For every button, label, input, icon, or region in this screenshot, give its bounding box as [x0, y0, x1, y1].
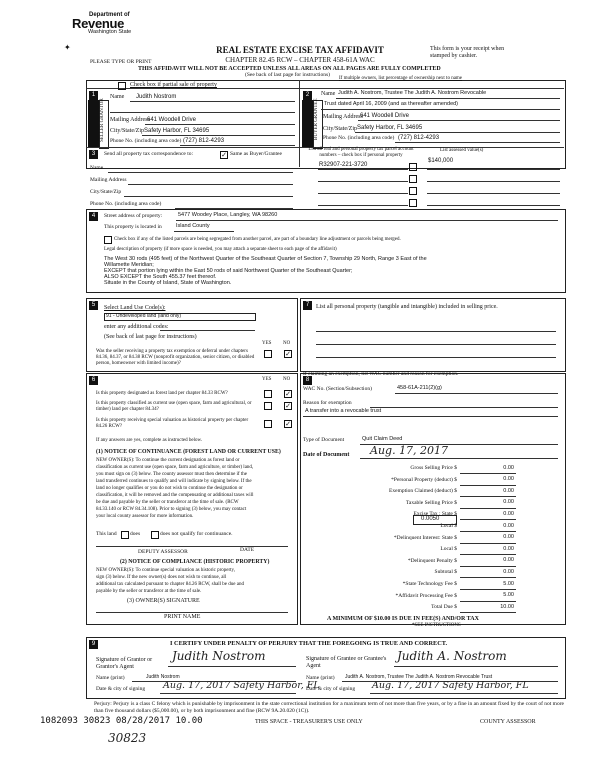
personal-prop-checkbox-4[interactable] [409, 199, 417, 207]
corr-csz-label: City/State/Zip [90, 189, 122, 195]
tax-row-value[interactable]: 0.00 [503, 510, 514, 517]
forest-yes-checkbox[interactable] [264, 390, 272, 398]
no-header-6: NO [283, 377, 291, 382]
legal-line-2[interactable]: Willamette Meridian; [104, 262, 154, 268]
historic-line-1: NEW OWNER(S): To continue special valuation as historic property, [96, 568, 235, 573]
segregated-label: Check box if any of the listed parcels are being segregated from another parcel, are part of a boundary line adjustment or parcels being merged. [114, 237, 401, 242]
tax-row-value[interactable]: 0.00 [503, 568, 514, 575]
street-value[interactable]: 5477 Woodey Place, Langley, WA 98260 [178, 212, 278, 218]
segregated-checkbox[interactable] [104, 236, 112, 244]
treasurer-use-label: THIS SPACE - TREASURER'S USE ONLY [255, 719, 363, 725]
legal-label: Legal description of property (if more space is needed, you may attach a separate sheet to each page of the affidavit) [104, 247, 337, 252]
section-7-number: 7 [303, 301, 312, 310]
corr-name-label: Name [90, 165, 104, 171]
exemption-claim-label: If claiming an exemption, list WAC number and reason for exemption. [303, 371, 459, 377]
section-5-number: 5 [89, 301, 98, 310]
multiple-owners-note: If multiple owners, list percentage of ownership next to name [339, 76, 463, 81]
see-back: (See back of last page for instructions) [245, 72, 330, 78]
continuance-line-3: you must sign on (3) below. The county assessor must then determine if the [96, 472, 247, 477]
does-checkbox[interactable] [121, 531, 129, 539]
historic-title: (2) NOTICE OF COMPLIANCE (HISTORIC PROPERTY) [120, 559, 270, 565]
grantee-date-city-label: Date & city of signing [306, 686, 356, 692]
tax-row-underline [460, 496, 516, 497]
grantor-date-city[interactable]: Aug. 17, 2017 Safety Harbor, FL [163, 680, 320, 691]
continuance-line-6: classification, it will be removed and the compensating or additional taxes will [96, 493, 254, 498]
legal-line-5[interactable]: Situate in the County of Island, State of Washington. [104, 280, 232, 286]
continuance-line-9: your local county assessor for more information. [96, 514, 194, 519]
grantee-sig-label: Signature of Grantee or Grantee's Agent [306, 656, 387, 669]
reason-value[interactable]: A transfer into a revocable trust [305, 408, 382, 414]
local-rate-value: 0.0050 [421, 516, 440, 522]
personal-property-label: List all personal property (tangible and intangible) included in selling price. [316, 304, 498, 310]
revenue-logo: Revenue [72, 16, 125, 31]
handwritten-number: 30823 [108, 731, 147, 745]
continuance-line-7: be due and payable by the seller or transferor at the time of sale. (RCW [96, 500, 239, 505]
section-2-number: 2 [303, 91, 312, 100]
tax-row-value[interactable]: 0.00 [503, 545, 514, 552]
tax-row-label: *Affidavit Processing Fee $ [395, 592, 457, 599]
historic-line-4: payable by the seller or transferor at the time of sale. [96, 589, 202, 594]
tax-row-label: Exemption Claimed (deduct) $ [389, 488, 457, 495]
wac-value[interactable]: 458-61A-211(2)(g) [397, 385, 442, 391]
seller-phone-label: Phone No. (including area code) [110, 138, 182, 144]
owner-signature-label: (3) OWNER(S) SIGNATURE [127, 598, 200, 604]
assessed-header: List assessed value(s) [440, 148, 484, 153]
this-land-label: This land [96, 531, 117, 537]
buyer-grantee-side-label: BUYER GRANTEE [314, 98, 319, 140]
date-doc-label: Date of Document [303, 452, 350, 458]
buyer-csz-label: City/State/Zip [323, 126, 357, 132]
buyer-csz-value[interactable]: Safety Harbor, FL 34695 [357, 125, 423, 131]
treasurer-stamp: 1082093 30823 08/28/2017 10.00 [40, 716, 203, 726]
grantee-name-print-label: Name (print) [306, 675, 335, 681]
tax-row-underline [460, 577, 516, 578]
seller-grantor-side-label: SELLER GRANTOR [100, 98, 105, 142]
section-4-number: 4 [89, 212, 98, 221]
county-value[interactable]: Island County [176, 223, 210, 229]
tax-row-underline [460, 543, 516, 544]
current-use-no-checkbox[interactable]: ✓ [285, 402, 291, 410]
minimum-note: A MINIMUM OF $10.00 IS DUE IN FEE(S) AND/OR TAX [327, 616, 479, 622]
continuance-line-5: land no longer qualifies or you do not wish to continue the designation or [96, 486, 243, 491]
buyer-mailing-value[interactable]: 641 Woodell Drive [360, 113, 409, 119]
buyer-phone-value[interactable]: (727) 812-4293 [398, 135, 440, 141]
parcel-number[interactable]: R32907-221-3720 [319, 162, 368, 168]
seller-mailing-label: Mailing Address [110, 117, 150, 123]
wac-label: WAC No. (Section/Subsection) [303, 386, 372, 392]
continuance-line-2: classification as current use (open space, farm and agriculture, or timber) land, [96, 465, 254, 470]
same-as-buyer-checkbox[interactable]: ✓ [221, 151, 227, 159]
exemption-no-checkbox[interactable]: ✓ [285, 350, 291, 358]
tax-row-value[interactable]: 0.00 [503, 464, 514, 471]
tax-row-value[interactable]: 5.00 [503, 592, 514, 599]
additional-codes-label: enter any additional codes: [104, 324, 169, 330]
buyer-mailing-label: Mailing Address [323, 114, 363, 120]
grantor-sig-label: Signature of Grantor or Grantor's Agent [96, 657, 153, 670]
legal-line-3[interactable]: EXCEPT that portion lying within the East 50 rods of said Northwest Quarter of the Southeast Quarter; [104, 268, 353, 274]
grantee-signature[interactable]: Judith A. Nostrom [397, 649, 507, 663]
seller-name-label: Name [110, 94, 125, 100]
same-as-buyer-label: Same as Buyer/Grantee [230, 151, 282, 157]
tax-row-label: Local $ [440, 523, 457, 529]
type-doc-label: Type of Document [303, 437, 345, 443]
tax-row-underline [460, 589, 516, 590]
land-use-label: Select Land Use Code(s): [104, 305, 166, 311]
legal-line-1[interactable]: The West 30 rods (495 feet) of the Northwest Quarter of the Southeast Quarter of Section 7, Township 29 North, Range 3 East of the [104, 256, 427, 262]
parcel-header: List all real and personal property tax parcel account numbers – check box if personal property [308, 147, 414, 158]
tax-row-underline [460, 508, 516, 509]
exemption-question: Was the seller receiving a property tax exemption or deferral under chapters 84.36, 84.37, or 84.38 RCW (nonprofit organization, senior citizen, or disabled person, homeowner with limited income)? [96, 349, 255, 366]
print-name-label: PRINT NAME [164, 614, 201, 620]
partial-sale-checkbox[interactable] [118, 82, 126, 90]
partial-sale-label: Check box if partial sale of property [130, 82, 217, 88]
section-3-number: 3 [89, 150, 98, 159]
continuance-line-4: land transferred continues to qualify and will indicate by signing below. If the [96, 479, 252, 484]
form-chapter: CHAPTER 82.45 RCW – CHAPTER 458-61A WAC [225, 56, 375, 64]
current-use-yes-checkbox[interactable] [264, 402, 272, 410]
seller-phone-value[interactable]: (727) 812-4293 [183, 138, 225, 144]
historic-question: Is this property receiving special valuation as historical property per chapter 84.26 RCW? [96, 418, 249, 429]
tax-row-label: Total Due $ [431, 604, 457, 611]
tax-row-underline [460, 612, 516, 613]
assessed-value[interactable]: $140,000 [428, 158, 454, 164]
forest-question: Is this property designated as forest land per chapter 84.33 RCW? [96, 391, 228, 396]
type-doc-value[interactable]: Quit Claim Deed [362, 436, 403, 442]
continuance-title: (1) NOTICE OF CONTINUANCE (FOREST LAND OR CURRENT USE) [96, 449, 281, 455]
yes-header: YES [262, 341, 272, 346]
historic-yes-checkbox[interactable] [264, 420, 272, 428]
tax-row-label: *State Technology Fee $ [402, 581, 457, 587]
grantor-name-print-label: Name (print) [96, 675, 125, 681]
buyer-name-value-2[interactable]: Trust dated April 16, 2009 (and as thereafter amended) [324, 101, 459, 107]
historic-no-checkbox[interactable]: ✓ [285, 420, 291, 428]
tax-row-value[interactable]: 10.00 [500, 603, 514, 610]
tax-row-underline [460, 554, 516, 555]
seller-name-value[interactable]: Judith Nostrom [136, 94, 177, 100]
grantor-date-city-label: Date & city of signing [96, 686, 146, 692]
deputy-assessor-label: DEPUTY ASSESSOR [138, 549, 188, 555]
logo-mark-icon: ✦ [64, 43, 71, 52]
tax-row-value[interactable]: 0.00 [503, 522, 514, 529]
legal-line-4[interactable]: ALSO EXCEPT the South 455.37 feet thereof. [104, 274, 217, 280]
any-yes-note: If any answers are yes, complete as instructed below. [96, 438, 203, 443]
tax-row-label: *Delinquent Interest: State $ [393, 534, 457, 541]
please-type: PLEASE TYPE OR PRINT [90, 59, 152, 65]
current-use-question: Is this property classified as current use (open space, farm and agricultural, or timber) land per chapter 84.34? [96, 401, 252, 412]
grantee-date-city[interactable]: Aug. 17, 2017 Safety Harbor, FL [372, 680, 529, 691]
tax-row-label: Subtotal $ [434, 569, 457, 576]
seller-csz-value[interactable]: Safety Harbor, FL 34695 [144, 128, 210, 134]
grantee-name-print[interactable]: Judith A. Nostrom, Trustee The Judith A. Nostrom Revocable Trust [345, 674, 493, 680]
exemption-yes-checkbox[interactable] [264, 350, 272, 358]
does-not-label: does not qualify for continuance. [160, 531, 233, 537]
personal-prop-checkbox-1[interactable] [409, 163, 417, 171]
tax-row-underline [460, 566, 516, 567]
land-use-value: 91 - Undeveloped land (land only) [106, 312, 182, 319]
tax-row-underline [460, 531, 516, 532]
continuance-line-8: 84.33.140 or RCW 84.34.108). Prior to signing (3) below, you may contact [96, 507, 247, 512]
perjury-statement: Perjury: Perjury is a class C felony which is punishable by imprisonment in the state correctional institution for a maximum term of not more than five years, or by a fine in an amount fixed by the court of not more than five thousand dollars ($5,000.00), or by both imprisonment and fine (RCW 9A.20.020 (1C)). [94, 701, 564, 714]
buyer-name-label: Name [321, 91, 336, 97]
form-title: REAL ESTATE EXCISE TAX AFFIDAVIT [216, 45, 384, 55]
grantor-name-print[interactable]: Judith Nostrom [146, 674, 180, 680]
tax-row-value[interactable]: 0.00 [503, 476, 514, 483]
washington-state: Washington State [88, 29, 132, 35]
no-header: NO [283, 341, 291, 346]
tax-row-value[interactable]: 0.00 [503, 499, 514, 506]
tax-row-value[interactable]: 5.00 [503, 580, 514, 587]
continuance-line-1: NEW OWNER(S): To continue the current designation as forest land or [96, 458, 240, 463]
tax-row-label: *Delinquent Penalty $ [407, 557, 457, 564]
section-6-number: 6 [89, 376, 98, 385]
does-label: does [130, 531, 141, 537]
tax-row-label: *Personal Property (deduct) $ [391, 476, 457, 483]
personal-prop-checkbox-3[interactable] [409, 187, 417, 195]
historic-line-3: additional tax calculated pursuant to chapter 84.26 RCW, shall be due and [96, 582, 244, 587]
see-instructions: *SEE INSTRUCTIONS [412, 623, 461, 628]
tax-row-label: Taxable Selling Price $ [405, 499, 457, 506]
tax-row-label: Excise Tax : State $ [413, 511, 457, 518]
tax-row-underline [460, 601, 516, 602]
corr-mailing-label: Mailing Address [90, 177, 127, 183]
tax-row-value[interactable]: 0.00 [503, 487, 514, 494]
tax-row-value[interactable]: 0.00 [503, 534, 514, 541]
grantor-signature[interactable]: Judith Nostrom [172, 649, 266, 663]
corr-phone-label: Phone No. (including area code) [90, 201, 162, 207]
certify-statement: I CERTIFY UNDER PENALTY OF PERJURY THAT THE FOREGOING IS TRUE AND CORRECT. [170, 640, 448, 647]
date-doc-value[interactable]: Aug. 17, 2017 [370, 444, 449, 457]
tax-row-label: Gross Selling Price $ [410, 465, 457, 471]
section-8-number: 8 [303, 376, 312, 385]
section-1-number: 1 [89, 91, 98, 100]
personal-prop-checkbox-2[interactable] [409, 175, 417, 183]
tax-row-underline [460, 485, 516, 486]
street-label: Street address of property: [104, 213, 163, 219]
form-warning: THIS AFFIDAVIT WILL NOT BE ACCEPTED UNLESS ALL AREAS ON ALL PAGES ARE FULLY COMPLETED [138, 66, 441, 72]
tax-row-underline [460, 473, 516, 474]
receipt-note: This form is your receipt when stamped by cashier. [430, 46, 505, 59]
does-not-checkbox[interactable] [151, 531, 159, 539]
buyer-name-value[interactable]: Judith A. Nostrom, Trustee The Judith A. Nostrom Revocable [338, 90, 487, 96]
located-label: This property is located in [104, 224, 162, 230]
tax-row-underline [460, 519, 516, 520]
reason-label: Reason for exemption [303, 400, 352, 406]
send-correspondence-label: Send all property tax correspondence to: [104, 151, 194, 157]
tax-row-label: Local $ [440, 546, 457, 553]
county-assessor-label: COUNTY ASSESSOR [480, 719, 536, 725]
tax-row-value[interactable]: 0.00 [503, 557, 514, 564]
section-9-number: 9 [89, 640, 98, 649]
seller-csz-label: City/State/Zip [110, 128, 144, 134]
historic-line-2: sign (3) below. If the new owner(s) does not wish to continue, all [96, 575, 227, 580]
dept-of: Department of [89, 12, 130, 18]
deputy-date-label: DATE [240, 547, 255, 553]
land-use-see-back: (See back of last page for instructions) [104, 334, 197, 340]
seller-mailing-value[interactable]: 641 Woodell Drive [147, 117, 196, 123]
forest-no-checkbox[interactable]: ✓ [285, 390, 291, 398]
buyer-phone-label: Phone No. (including area code) [323, 135, 395, 141]
yes-header-6: YES [262, 377, 272, 382]
